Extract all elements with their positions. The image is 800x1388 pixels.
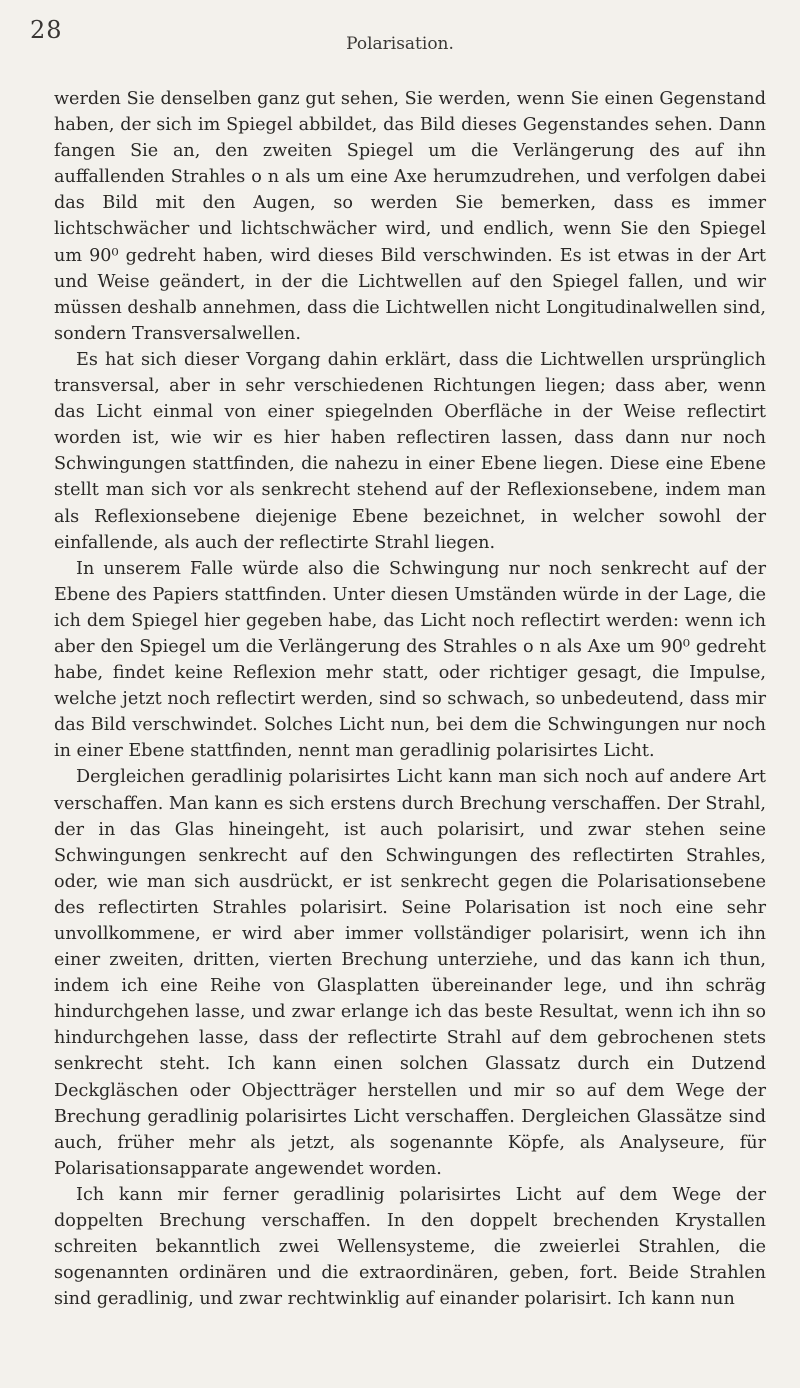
paragraph: Dergleichen geradlinig polarisirtes Licht kann man sich noch auf andere Art verschaffen. Man kann es sich erstens durch Brechung verschaffen. Der Strahl, der in das Glas hineingeht, ist auch polarisirt, und zwar stehen seine Schwingungen senkrecht auf den Schwingungen des reflectirten Strahles, oder, wie man sich ausdrückt, er ist senkrecht gegen die Polarisationsebene des reflectirten Strahles polarisirt. Seine Polarisation ist noch eine sehr unvollkommene, er wird aber immer vollständiger polarisirt, wenn ich ihn einer zweiten, dritten, vierten Brechung unterziehe, und das kann ich thun, indem ich eine Reihe von Glasplatten übereinander lege, und ihn schräg hindurchgehen lasse, und zwar erlange ich das beste Resultat, wenn ich ihn so hindurchgehen lasse, dass der reflectirte Strahl auf dem gebrochenen stets senkrecht steht. Ich kann einen solchen Glassatz durch ein Dutzend Deckgläschen oder Objectträger herstellen und mir so auf dem Wege der Brechung geradlinig polarisirtes Licht verschaffen. Dergleichen Glassätze sind auch, früher mehr als jetzt, als sogenannte Köpfe, als Analyseure, für Polarisationsapparate angewendet worden. <box>54 767 766 1179</box>
paragraph: werden Sie denselben ganz gut sehen, Sie werden, wenn Sie einen Gegenstand haben, der sich im Spiegel abbildet, das Bild dieses Gegenstandes sehen. Dann fangen Sie an, den zweiten Spiegel um die Verlängerung des auf ihn auffallenden Strahles o n als um eine Axe herumzudrehen, und verfolgen dabei das Bild mit den Augen, so werden Sie bemerken, dass es immer lichtschwächer und lichtschwächer wird, und endlich, wenn Sie den Spiegel um 90⁰ gedreht haben, wird dieses Bild verschwinden. Es ist etwas in der Art und Weise geändert, in der die Lichtwellen auf den Spiegel fallen, und wir müssen deshalb annehmen, dass die Lichtwellen nicht Longitudinalwellen sind, sondern Transversalwellen. <box>54 89 766 344</box>
page-number: 28 <box>30 16 63 44</box>
running-head: Polarisation. <box>346 34 454 54</box>
paragraph: Ich kann mir ferner geradlinig polarisirtes Licht auf dem Wege der doppelten Brechung verschaffen. In den doppelt brechenden Krystallen schreiten bekanntlich zwei Wellensysteme, die zweierlei Strahlen, die sogenannten ordinären und die extraordinären, geben, fort. Beide Strahlen sind geradlinig, und zwar rechtwinklig auf einander polarisirt. Ich kann nun <box>54 1184 766 1310</box>
paragraph: In unserem Falle würde also die Schwingung nur noch senkrecht auf der Ebene des Papiers stattfinden. Unter diesen Umständen würde in der Lage, die ich dem Spiegel hier gegeben habe, das Licht noch reflectirt werden: wenn ich aber den Spiegel um die Verlängerung des Strahles o n als Axe um 90⁰ gedreht habe, findet keine Reflexion mehr statt, oder richtiger gesagt, die Impulse, welche jetzt noch reflectirt werden, sind so schwach, so unbedeutend, dass mir das Bild verschwindet. Solches Licht nun, bei dem die Schwingungen nur noch in einer Ebene stattfinden, nennt man geradlinig polarisirtes Licht. <box>54 558 766 762</box>
body-text <box>54 86 766 1312</box>
paragraph: Es hat sich dieser Vorgang dahin erklärt, dass die Lichtwellen ursprünglich transversal, aber in sehr verschiedenen Richtungen liegen; dass aber, wenn das Licht einmal von einer spiegelnden Oberfläche in der Weise reflectirt worden ist, wie wir es hier haben reflectiren lassen, dass dann nur noch Schwingungen stattfinden, die nahezu in einer Ebene liegen. Diese eine Ebene stellt man sich vor als senkrecht stehend auf der Reflexionsebene, indem man als Reflexionsebene diejenige Ebene bezeichnet, in welcher sowohl der einfallende, als auch der reflectirte Strahl liegen. <box>54 349 766 553</box>
